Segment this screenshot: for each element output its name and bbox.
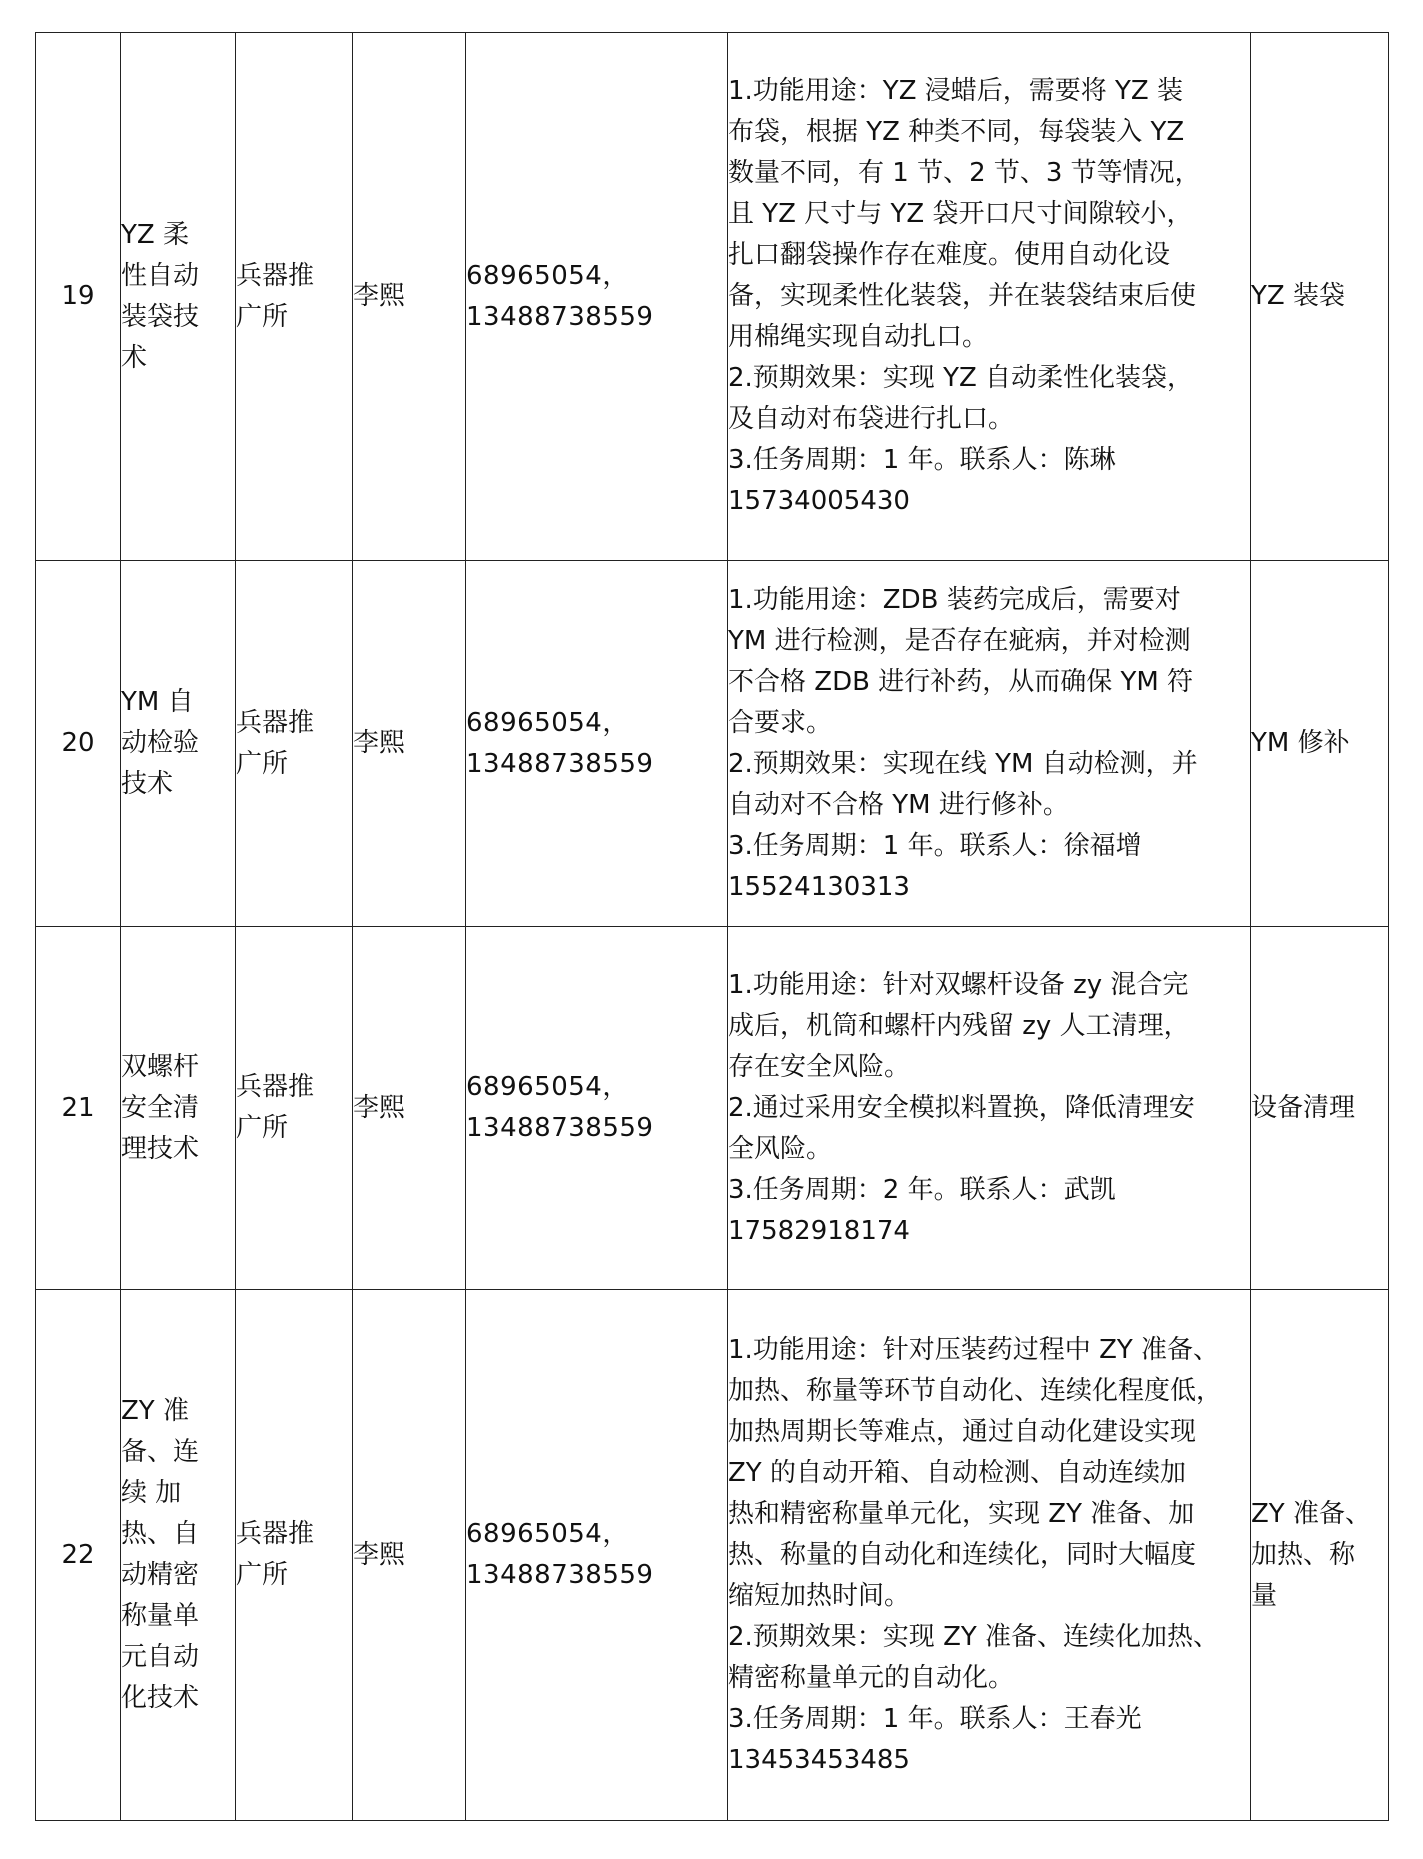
description: 1.功能用途：YZ 浸蜡后，需要将 YZ 装 布袋，根据 YZ 种类不同，每袋装入 YZ 数量不同，有 1 节、2 节、3 节等情况， 且 YZ 尺寸与 YZ 袋开口尺寸间隙较小， 扎口翻袋操作存在难度。使用自动化设 备，实现柔性化装袋，并在装袋结束后使 用棉绳实现自动扎口。 2.预期效果：实现 YZ 自动柔性化装袋， 及自动对布袋进行扎口。 3.任务周期：1 年。联系人：陈琳 15734005430 [728, 33, 1251, 561]
unit: 兵器推 广所 [236, 561, 353, 927]
description: 1.功能用途：ZDB 装药完成后，需要对 YM 进行检测，是否存在疵病，并对检测 不合格 ZDB 进行补药，从而确保 YM 符 合要求。 2.预期效果：实现在线 YM 自动检测，并 自动对不合格 YM 进行修补。 3.任务周期：1 年。联系人：徐福增 15524130313 [728, 561, 1251, 927]
category: YM 修补 [1251, 561, 1389, 927]
table-row [36, 561, 1389, 927]
phone: 68965054， 13488738559 [466, 561, 728, 927]
category: YZ 装袋 [1251, 33, 1389, 561]
phone: 68965054， 13488738559 [466, 33, 728, 561]
row-number: 22 [36, 1290, 121, 1821]
row-number: 19 [36, 33, 121, 561]
table-row [36, 1290, 1389, 1821]
table-row [36, 33, 1389, 561]
project-table [35, 32, 1389, 1821]
unit: 兵器推 广所 [236, 33, 353, 561]
contact-person: 李熙 [353, 561, 466, 927]
category: 设备清理 [1251, 927, 1389, 1290]
row-number: 20 [36, 561, 121, 927]
unit: 兵器推 广所 [236, 927, 353, 1290]
project-name: 双螺杆 安全清 理技术 [121, 927, 236, 1290]
phone: 68965054， 13488738559 [466, 927, 728, 1290]
unit: 兵器推 广所 [236, 1290, 353, 1821]
contact-person: 李熙 [353, 33, 466, 561]
project-name: YM 自 动检验 技术 [121, 561, 236, 927]
project-name: YZ 柔 性自动 装袋技 术 [121, 33, 236, 561]
category: ZY 准备、 加热、称 量 [1251, 1290, 1389, 1821]
description: 1.功能用途：针对压装药过程中 ZY 准备、 加热、称量等环节自动化、连续化程度低， 加热周期长等难点，通过自动化建设实现 ZY 的自动开箱、自动检测、自动连续加 热和精密称量单元化，实现 ZY 准备、加 热、称量的自动化和连续化，同时大幅度 缩短加热时间。 2.预期效果：实现 ZY 准备、连续化加热、 精密称量单元的自动化。 3.任务周期：1 年。联系人：王春光 13453453485 [728, 1290, 1251, 1821]
phone: 68965054， 13488738559 [466, 1290, 728, 1821]
contact-person: 李熙 [353, 927, 466, 1290]
table-row [36, 927, 1389, 1290]
contact-person: 李熙 [353, 1290, 466, 1821]
description: 1.功能用途：针对双螺杆设备 zy 混合完 成后，机筒和螺杆内残留 zy 人工清理， 存在安全风险。 2.通过采用安全模拟料置换，降低清理安 全风险。 3.任务周期：2 年。联系人：武凯 17582918174 [728, 927, 1251, 1290]
row-number: 21 [36, 927, 121, 1290]
project-name: ZY 准 备、连 续 加 热、自 动精密 称量单 元自动 化技术 [121, 1290, 236, 1821]
